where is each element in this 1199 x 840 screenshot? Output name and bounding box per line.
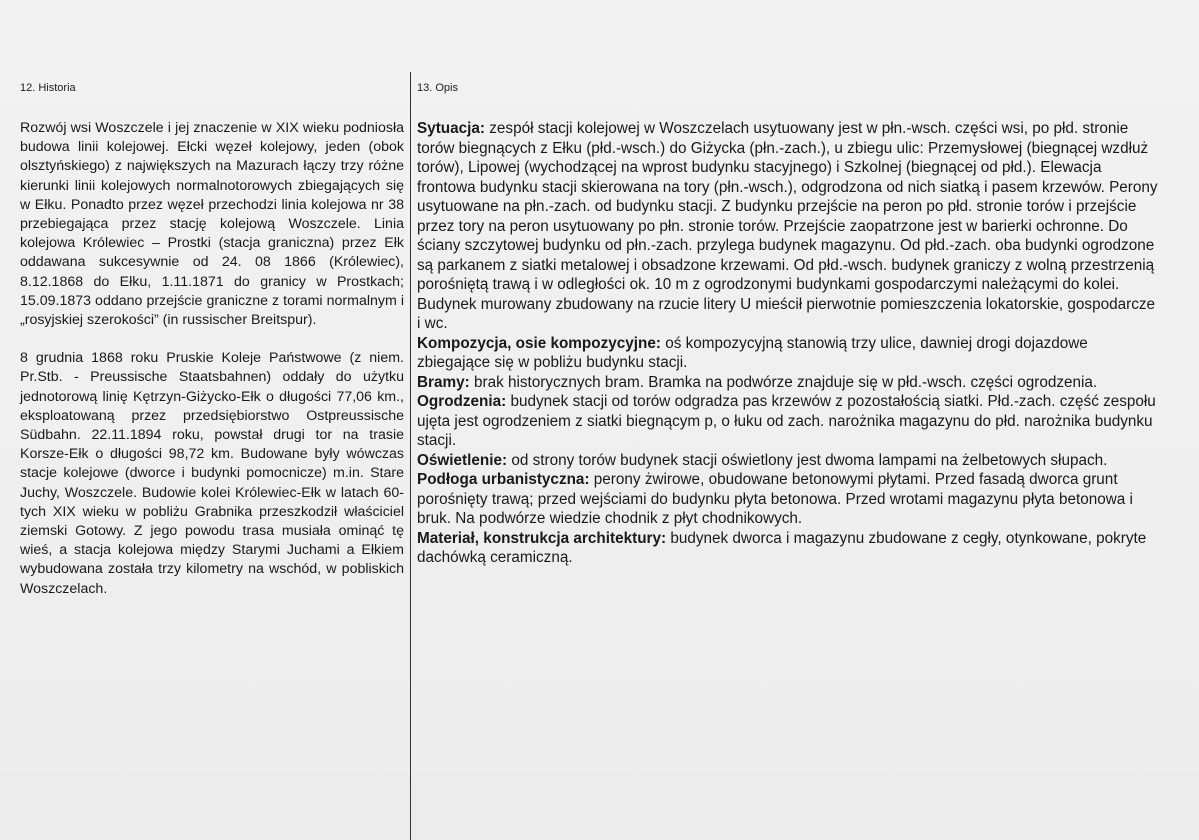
entry-text: od strony torów budynek stacji oświetlony jest dwoma lampami na żelbetowych słupach. [507,451,1108,469]
entry-label: Bramy: [417,373,470,391]
column-divider [410,72,411,840]
historia-paragraph: 8 grudnia 1868 roku Pruskie Koleje Państwowe (z niem. Pr.Stb. - Preussische Staatsbahnen) oddały do użytku jednotorową linię Kętrzyn-Giżycko-Ełk o długości 77,06 km., eksploatowaną przez przedsiębiorstwo Ostpreussische Südbahn. 22.11.1894 roku, powstał drugi tor na trasie Korsze-Ełk o długości 98,72 km. Budowane były wówczas stacje kolejowe (dworce i budynki pomocnicze) m.in. Stare Juchy, Woszczele. Budowie kolei Królewiec-Ełk w latach 60-tych XIX wieku w pobliżu Grabnika przeszkodził właściciel ziemski Gotowy. Z jego powodu trasa musiała ominąć tę wieś, a stacja kolejowa między Starymi Juchami a Ełkiem wybudowana została trzy kilometry na wschód, w pobliskich Woszczelach. [20,350,404,597]
entry-label: Ogrodzenia: [417,393,507,410]
entry-label: Podłoga urbanistyczna: [417,471,590,488]
opis-entry-material [417,529,1159,568]
opis-entry-sytuacja [417,119,1159,334]
entry-text: budynek dworca i magazynu zbudowane z cegły, otynkowane, pokryte dachówką ceramiczną. [417,529,1147,566]
historia-paragraph: Rozwój wsi Woszczele i jej znaczenie w XIX wieku podniosła budowa linii kolejowej. Ełcki węzeł kolejowy, jeden (obok olsztyńskiego) z największych na Mazurach łączy trzy różne kierunki linii kolejowych normalnotorowych zbiegających się w Ełku. Ponadto przez węzeł przechodzi linia kolejowa nr 38 przebiegająca przez stację kolejową Woszczele. Linia kolejowa Królewiec – Prostki (stacja graniczna) przez Ełk oddawana sukcesywnie od 24. 08 1866 (Królewiec), 8.12.1868 do Ełku, 1.11.1871 do granicy w Prostkach; 15.09.1873 oddano przejście graniczne z torami normalnym i „rosyjskiej szerokości” (in russischer Breitspur). [20,120,404,329]
historia-column [20,119,404,618]
opis-entry-bramy [417,373,1159,393]
entry-text: perony żwirowe, obudowane betonowymi płytami. Przed fasadą dworca grunt porośnięty trawą; przed wejściami do budynku płyta betonowa. Przed wrotami magazynu płyta betonowa i bruk. Na podwórze wiedzie chodnik z płyt chodnikowych. [417,471,1133,527]
entry-text: brak historycznych bram. Bramka na podwórze znajduje się w płd.-wsch. części ogrodzenia. [469,373,1098,391]
entry-label: Kompozycja, osie kompozycyjne: [417,334,661,352]
entry-label: Oświetlenie: [417,451,508,469]
opis-entry-oswietlenie [417,451,1159,471]
entry-text: oś kompozycyjną stanowią trzy ulice, dawniej drogi dojazdowe zbiegające się w pobliżu budynku stacji. [417,334,1088,371]
entry-label: Materiał, konstrukcja architektury: [417,529,667,547]
entry-text: zespół stacji kolejowej w Woszczelach usytuowany jest w płn.-wsch. części wsi, po płd. stronie torów biegnących z Ełku (płd.-wsch.) do Giżycka (płn.-zach.), u zbiegu ulic: Przemysłowej (biegnącej wzdłuż torów), Lipowej (wychodzącej na wprost budynku stacyjnego) i Szkolnej (biegnącej od płd.). Elewacja frontowa budynku stacji skierowana na tory (płn.-wsch.), odgrodzona od nich siatką i pasem krzewów. Perony usytuowane na płn.-zach. od budynku stacji. Z budynku przejście na peron po płd. stronie torów i przejście przez tory na peron usytuowany po płn. stronie torów. Przejście zaopatrzone jest w barierki ochronne. Do ściany szczytowej budynku od płn.-zach. przylega budynek magazynu. Od płd.-zach. oba budynki ogrodzone są parkanem z siatki metalowej i obsadzone krzewami. Od płd.-wsch. budynek graniczy z wolną przestrzenią porośniętą trawą i w odległości ok. 10 m z ogrodzonymi budynkami gospodarczymi należącymi do kolei. Budynek murowany zbudowany na rzucie litery U mieścił pierwotnie pomieszczenia lokatorskie, gospodarcze i wc. [417,120,1158,332]
opis-entry-kompozycja [417,334,1159,373]
opis-entry-podloga [417,470,1159,529]
opis-column [417,119,1159,568]
entry-label: Sytuacja: [417,120,486,137]
section-label-historia: 12. Historia [20,82,76,94]
section-label-opis: 13. Opis [417,82,458,94]
opis-entry-ogrodzenia [417,392,1159,451]
entry-text: budynek stacji od torów odgradza pas krzewów z pozostałością siatki. Płd.-zach. część zespołu ujęta jest ogrodzeniem z siatki biegnącym p, o łuku od zach. narożnika magazynu do płd. narożnika budynku stacji. [417,393,1156,449]
